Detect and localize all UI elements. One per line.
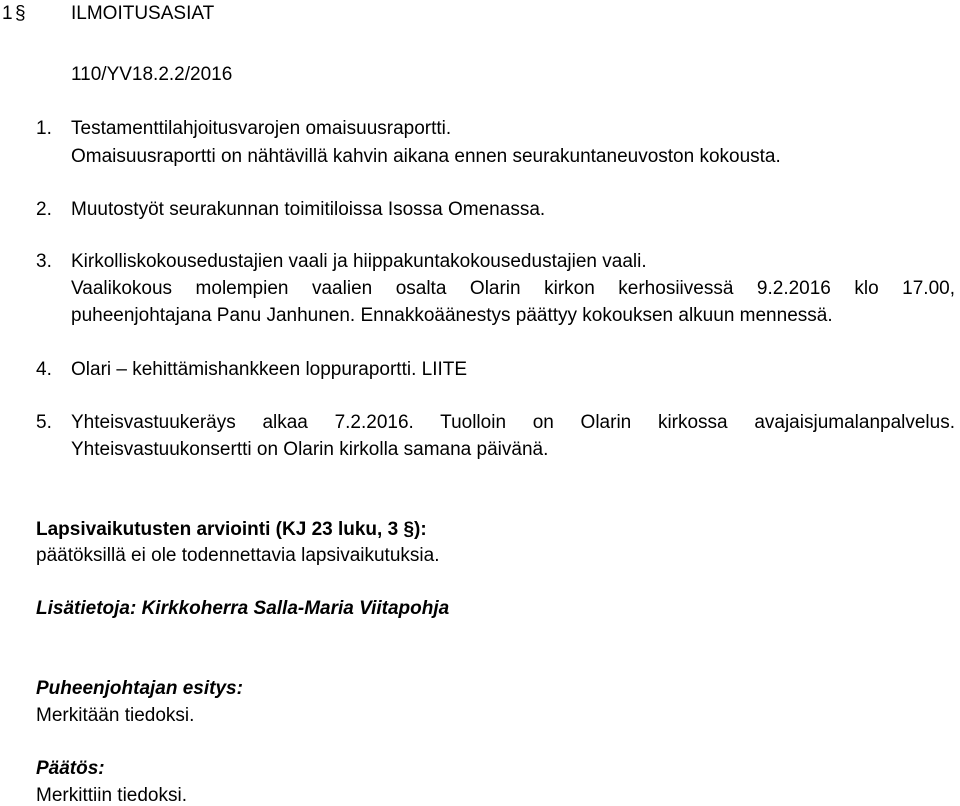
list-item-number: 1. (36, 118, 52, 139)
chair-proposal-heading: Puheenjohtajan esitys: (36, 678, 243, 699)
list-item-line: Muutostyöt seurakunnan toimitiloissa Isossa Omenassa. (71, 199, 546, 220)
list-item-number: 4. (36, 359, 52, 380)
list-item-line: Testamenttilahjoitusvarojen omaisuusraportti. (71, 118, 452, 139)
list-item-line: Yhteisvastuukeräys alkaa 7.2.2016. Tuolloin on Olarin kirkossa avajaisjumalanpalvelus. (71, 412, 955, 433)
child-impact-text: päätöksillä ei ole todennettavia lapsivaikutuksia. (36, 545, 440, 566)
reference-number: 110/YV18.2.2/2016 (71, 64, 233, 85)
list-item-line: Yhteisvastuukonsertti on Olarin kirkolla samana päivänä. (71, 439, 549, 460)
list-item-number: 2. (36, 199, 52, 220)
list-item-number: 3. (36, 251, 52, 272)
section-sign: § (15, 3, 26, 24)
list-item-line: Omaisuusraportti on nähtävillä kahvin aikana ennen seurakuntaneuvoston kokousta. (71, 146, 781, 167)
list-item-line: Vaalikokous molempien vaalien osalta Olarin kirkon kerhosiivessä 9.2.2016 klo 17.00, (71, 278, 955, 299)
list-item-line: Olari – kehittämishankkeen loppuraportti. LIITE (71, 359, 468, 380)
section-title: ILMOITUSASIAT (71, 3, 215, 24)
section-number: 1 (2, 3, 13, 24)
list-item-line: Kirkolliskokousedustajien vaali ja hiippakuntakokousedustajien vaali. (71, 251, 647, 272)
child-impact-heading: Lapsivaikutusten arviointi (KJ 23 luku, 3 §): (36, 519, 427, 540)
list-item-line: puheenjohtajana Panu Janhunen. Ennakkoäänestys päättyy kokouksen alkuun mennessä. (71, 305, 833, 326)
chair-proposal-text: Merkitään tiedoksi. (36, 705, 195, 726)
list-item-number: 5. (36, 412, 52, 433)
decision-heading: Päätös: (36, 758, 105, 779)
more-info-line: Lisätietoja: Kirkkoherra Salla-Maria Viitapohja (36, 598, 450, 619)
decision-text: Merkittiin tiedoksi. (36, 785, 187, 806)
